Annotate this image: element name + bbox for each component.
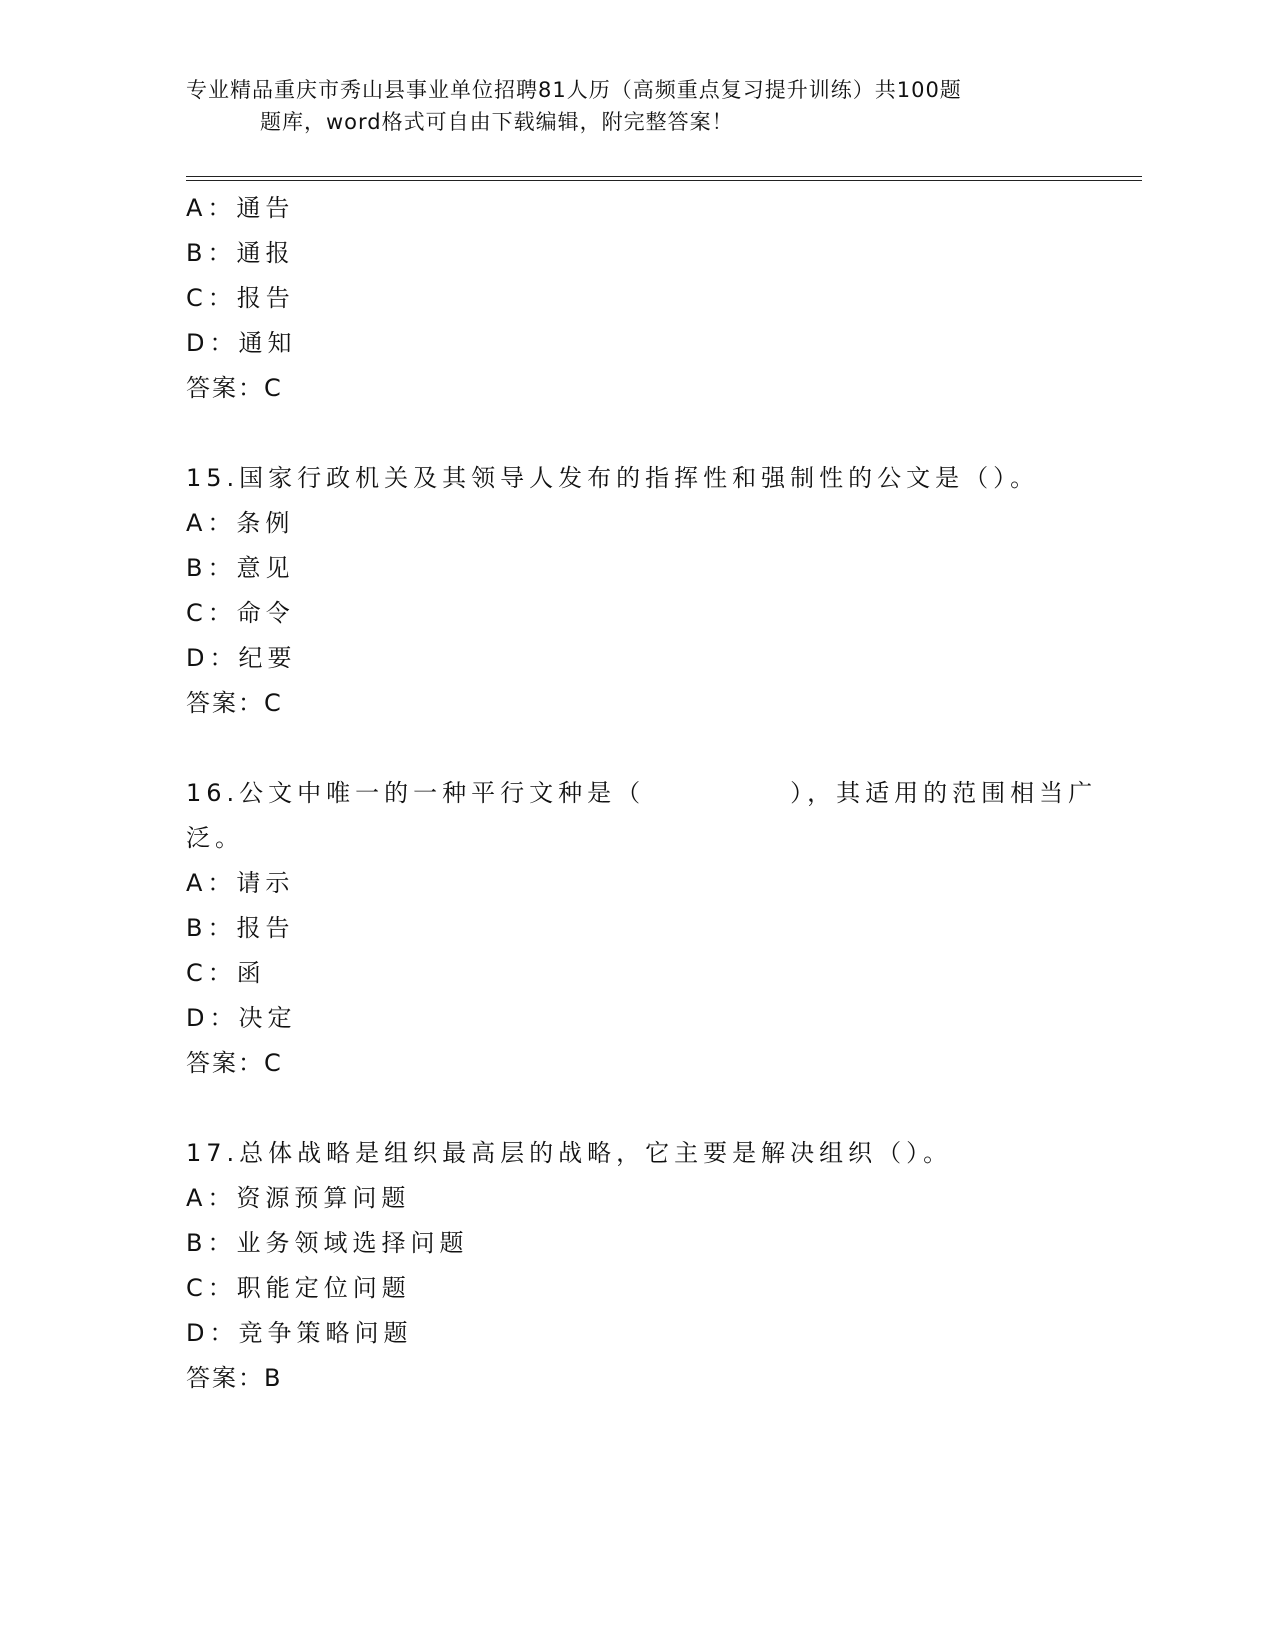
question-14 [186, 186, 1086, 411]
option-c: C：函 [186, 959, 266, 987]
option-d: D：竞争策略问题 [186, 1319, 413, 1347]
option-a: A：请示 [186, 869, 295, 897]
question-stem-line2: 泛。 [186, 824, 244, 852]
question-list [186, 186, 1098, 1401]
question-17 [186, 1131, 1086, 1401]
option-d: D：决定 [186, 1004, 297, 1032]
header-title-line1: 专业精品重庆市秀山县事业单位招聘81人历（高频重点复习提升训练）共100题 [186, 78, 962, 102]
option-c: C：报告 [186, 284, 295, 312]
spacer [186, 1086, 1086, 1131]
option-d: D：通知 [186, 329, 297, 357]
question-16 [186, 771, 1098, 1086]
spacer [186, 411, 1086, 456]
question-stem-line1: 16.公文中唯一的一种平行文种是（ ），其适用的范围相当广 [186, 779, 1098, 807]
option-b: B：报告 [186, 914, 295, 942]
option-c: C：职能定位问题 [186, 1274, 411, 1302]
header-title-line2: 题库，word格式可自由下载编辑，附完整答案！ [260, 110, 734, 134]
question-15 [186, 456, 1086, 726]
question-stem: 17.总体战略是组织最高层的战略，它主要是解决组织（）。 [186, 1139, 953, 1167]
answer-label: 答案：C [186, 374, 283, 402]
answer-label: 答案：C [186, 689, 283, 717]
option-a: A：通告 [186, 194, 295, 222]
option-d: D：纪要 [186, 644, 297, 672]
option-a: A：资源预算问题 [186, 1184, 411, 1212]
document-header [186, 74, 1086, 138]
option-b: B：通报 [186, 239, 295, 267]
option-c: C：命令 [186, 599, 295, 627]
option-b: B：业务领域选择问题 [186, 1229, 469, 1257]
answer-label: 答案：B [186, 1364, 283, 1392]
option-b: B：意见 [186, 554, 295, 582]
header-divider [186, 176, 1142, 181]
spacer [186, 726, 1086, 771]
question-stem: 15.国家行政机关及其领导人发布的指挥性和强制性的公文是（）。 [186, 464, 1040, 492]
answer-label: 答案：C [186, 1049, 283, 1077]
option-a: A：条例 [186, 509, 295, 537]
